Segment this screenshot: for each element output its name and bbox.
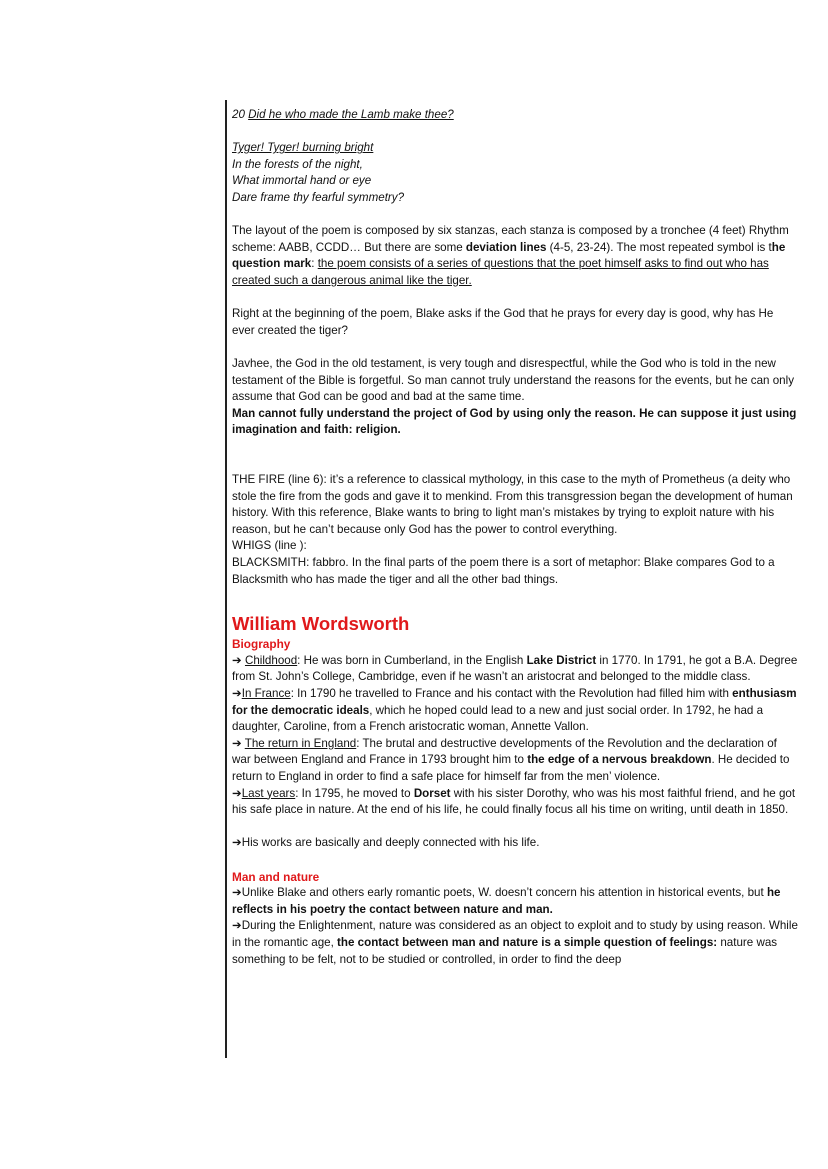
arrow-icon: ➔: [232, 836, 242, 850]
item-label: The return in England: [244, 736, 357, 750]
france-item: [232, 686, 798, 736]
man-and-nature-heading: Man and nature: [232, 869, 320, 884]
margin-rule: [225, 100, 227, 1058]
text-run: nature was something to be felt, not to be studied or controlled, in order to find the deep: [232, 935, 778, 966]
stanza-line: What immortal hand or eye: [232, 174, 372, 188]
text-run: : He was born in Cumberland, in the English: [297, 653, 527, 667]
arrow-icon: ➔: [232, 736, 242, 750]
text-run: : In 1790 he travelled to France and his contact with the Revolution had filled him with: [290, 687, 733, 700]
text-run: : The brutal and destructive developments of the Revolution and the declaration of war between England and France in 1793 brought him to: [232, 736, 777, 767]
last-years-item: [232, 786, 798, 819]
blake-question-paragraph: Right at the beginning of the poem, Blake asks if the God that he prays for every day is good, why has He ever created the tiger?: [232, 307, 774, 337]
bold-run: he question mark: [232, 240, 786, 271]
biography-heading: Biography: [232, 637, 291, 652]
arrow-icon: ➔: [232, 919, 242, 933]
text-run: . He decided to return to England in order to find a safe place for himself far from the men’ violence.: [232, 753, 790, 783]
fire-paragraph: THE FIRE (line 6): it’s a reference to classical mythology, in this case to the myth of Prometheus (a deity who stole the fire from the gods and gave it to menkind. From this transgression began the development of human history. With this reference, Blake wants to bring to light man’s mistakes by trying to exploit nature with his reason, but he can’t because only God has the power to control everything.: [232, 473, 793, 536]
bold-run: Lake District: [526, 653, 597, 667]
stanza-line: In the forests of the night,: [232, 157, 363, 171]
nature-item-2: [232, 918, 798, 968]
bold-run: enthusiasm for the democratic ideals: [232, 687, 797, 717]
arrow-icon: ➔: [232, 786, 242, 800]
text-run: in 1770. In 1791, he got a B.A. Degree from St. John’s College, Cambridge, even if he wasn’t an aristocrat and belonged to the middle class.: [232, 653, 798, 684]
text-run: with his sister Dorothy, who was his most faithful friend, and he got his safe place in nature. At the end of his life, he could finally focus all his time on writing, until death in 1850.: [232, 786, 796, 817]
bold-run: Dorset: [413, 786, 451, 800]
arrow-icon: ➔: [232, 687, 242, 700]
text-run: :: [311, 257, 318, 271]
layout-paragraph: [232, 223, 798, 289]
item-label: Last years: [241, 786, 296, 800]
stanza-line: Dare frame thy fearful symmetry?: [232, 190, 405, 204]
section-title: William Wordsworth: [232, 613, 410, 635]
text-run: His works are basically and deeply connected with his life.: [241, 836, 540, 850]
page-content: [232, 107, 798, 968]
arrow-icon: ➔: [232, 886, 242, 900]
works-item: [232, 835, 798, 852]
childhood-item: [232, 653, 798, 686]
text-run: (4-5, 23-24). The most repeated symbol is t: [546, 240, 772, 254]
nature-item-1: [232, 885, 798, 918]
arrow-icon: ➔: [232, 653, 242, 667]
poem-stanza: [232, 140, 798, 206]
text-run: Unlike Blake and others early romantic poets, W. doesn’t concern his attention in historical events, but: [241, 886, 767, 900]
text-run: : In 1795, he moved to: [295, 786, 414, 800]
return-item: [232, 736, 798, 786]
bold-run: deviation lines: [465, 240, 547, 254]
religion-paragraph: Man cannot fully understand the project of God by using only the reason. He can suppose it just using imagination and faith: religion.: [232, 406, 797, 437]
item-label: Childhood: [244, 653, 298, 667]
text-run: , which he hoped could lead to a new and just social order. In 1792, he had a daughter, Caroline, from a French aristocratic woman, Annette Vallon.: [232, 703, 764, 734]
javhee-paragraph: Javhee, the God in the old testament, is very tough and disrespectful, while the God who is told in the new testament of the Bible is forgetful. So man cannot truly understand the reasons for the events, but he can only assume that God can be good and bad at the same time.: [232, 356, 794, 404]
item-label: In France: [241, 687, 291, 700]
text-run: The layout of the poem is composed by six stanzas, each stanza is composed by a tronchee (4 feet) Rhythm scheme: AABB, CCDD… But there are some: [232, 224, 789, 254]
text-run: During the Enlightenment, nature was considered as an object to exploit and to study by using reason. While in the romantic age,: [232, 919, 798, 949]
stanza-line: Tyger! Tyger! burning bright: [232, 141, 374, 155]
blacksmith-paragraph: BLACKSMITH: fabbro. In the final parts of the poem there is a sort of metaphor: Blake compares God to a Blacksmith who has made the tiger and all the other bad things.: [232, 556, 775, 586]
bold-run: the edge of a nervous breakdown: [527, 753, 712, 767]
bold-run: the contact between man and nature is a simple question of feelings:: [337, 935, 718, 949]
bold-run: he reflects in his poetry the contact between nature and man.: [232, 886, 781, 916]
poem-line-text: Did he who made the Lamb make thee?: [248, 108, 454, 121]
whigs-line: WHIGS (line ):: [232, 539, 307, 553]
underlined-run: the poem consists of a series of questions that the poet himself asks to find out who has created such a dangerous animal like the tiger.: [232, 257, 769, 287]
line-number: 20: [232, 108, 249, 121]
poem-line-20: [232, 107, 798, 124]
